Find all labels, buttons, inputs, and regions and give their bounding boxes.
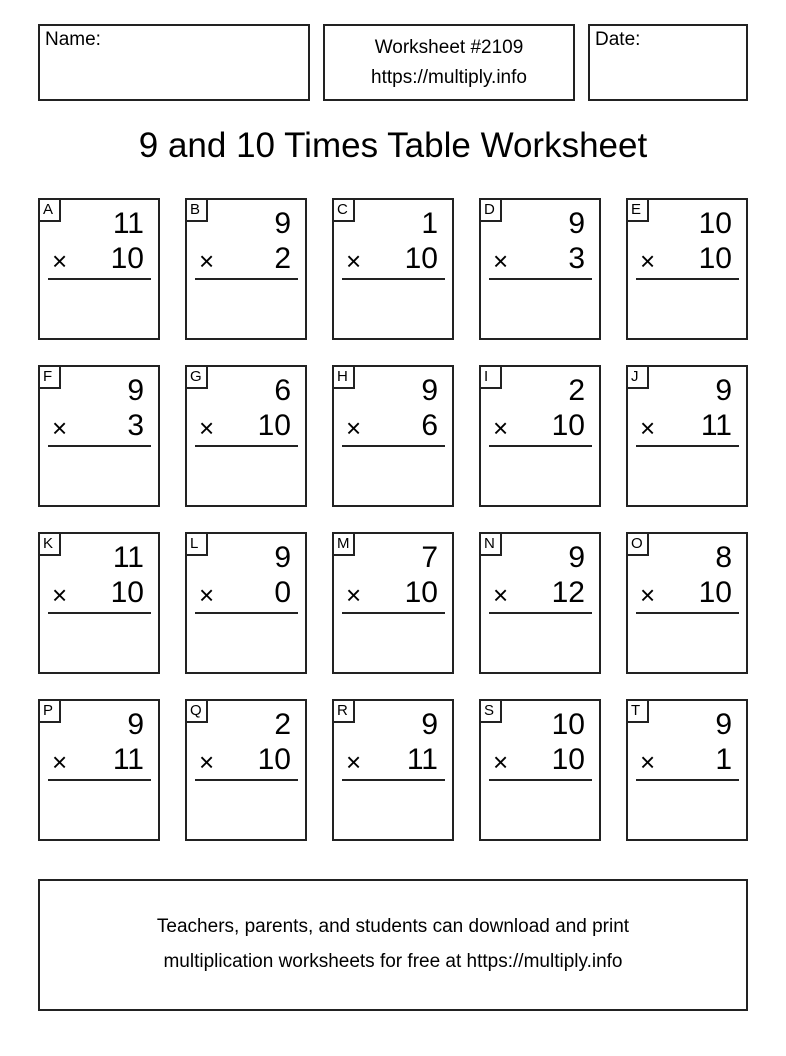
answer-line — [489, 612, 592, 614]
footer-line-1: Teachers, parents, and students can download and print — [156, 916, 630, 937]
times-icon: × — [52, 246, 68, 276]
multiplicand: 11 — [112, 541, 144, 574]
multiplicand: 10 — [698, 207, 732, 240]
problem-letter: S — [479, 699, 502, 723]
multiplier: 11 — [406, 743, 438, 776]
problem-box — [38, 365, 160, 507]
multiplier: 3 — [127, 409, 144, 442]
multiplier: 1 — [715, 743, 732, 776]
multiplicand: 9 — [127, 374, 144, 407]
multiplier: 10 — [404, 242, 438, 275]
problem-letter: T — [626, 699, 649, 723]
answer-line — [489, 445, 592, 447]
date-label: Date: — [595, 29, 641, 50]
problem-box — [332, 365, 454, 507]
problem-box — [332, 699, 454, 841]
problem-letter: G — [185, 365, 208, 389]
answer-line — [342, 278, 445, 280]
page-title: 9 and 10 Times Table Worksheet — [138, 126, 648, 165]
problem-box — [626, 532, 748, 674]
multiplier: 10 — [257, 743, 291, 776]
multiplier: 2 — [274, 242, 291, 275]
multiplier: 10 — [698, 576, 732, 609]
multiplicand: 9 — [127, 708, 144, 741]
problem-letter: M — [332, 532, 355, 556]
answer-line — [342, 779, 445, 781]
worksheet-number: Worksheet #2109 — [374, 37, 524, 58]
times-icon: × — [346, 747, 362, 777]
problem-letter: B — [185, 198, 208, 222]
answer-line — [48, 779, 151, 781]
problem-box — [626, 365, 748, 507]
answer-line — [636, 278, 739, 280]
multiplier: 10 — [404, 576, 438, 609]
problem-box — [38, 532, 160, 674]
answer-line — [342, 612, 445, 614]
multiplicand: 9 — [568, 207, 585, 240]
times-icon: × — [346, 246, 362, 276]
multiplicand: 9 — [568, 541, 585, 574]
answer-line — [48, 445, 151, 447]
answer-line — [636, 779, 739, 781]
multiplicand: 9 — [421, 374, 438, 407]
footer-line-2: multiplication worksheets for free at https://multiply.info — [163, 951, 623, 972]
problem-box — [479, 699, 601, 841]
name-field-box — [38, 24, 310, 101]
multiplicand: 9 — [715, 374, 732, 407]
times-icon: × — [493, 580, 509, 610]
problem-box — [626, 699, 748, 841]
answer-line — [195, 779, 298, 781]
worksheet-info-box — [323, 24, 575, 101]
multiplier: 0 — [274, 576, 291, 609]
problem-box — [185, 365, 307, 507]
problem-letter: P — [38, 699, 61, 723]
multiplier: 12 — [551, 576, 585, 609]
answer-line — [342, 445, 445, 447]
answer-line — [489, 779, 592, 781]
multiplicand: 2 — [274, 708, 291, 741]
multiplier: 10 — [698, 242, 732, 275]
multiplier: 10 — [257, 409, 291, 442]
problem-box — [479, 532, 601, 674]
multiplicand: 8 — [715, 541, 732, 574]
problem-letter: K — [38, 532, 61, 556]
times-icon: × — [640, 580, 656, 610]
problem-letter: E — [626, 198, 649, 222]
answer-line — [195, 612, 298, 614]
multiplicand: 9 — [274, 207, 291, 240]
problem-box — [479, 365, 601, 507]
answer-line — [636, 612, 739, 614]
answer-line — [636, 445, 739, 447]
problem-letter: R — [332, 699, 355, 723]
worksheet-url: https://multiply.info — [371, 67, 527, 88]
times-icon: × — [640, 747, 656, 777]
multiplicand: 2 — [568, 374, 585, 407]
problem-letter: J — [626, 365, 649, 389]
problem-box — [38, 699, 160, 841]
multiplier: 10 — [110, 576, 144, 609]
multiplier: 10 — [110, 242, 144, 275]
times-icon: × — [52, 580, 68, 610]
problem-letter: A — [38, 198, 61, 222]
times-icon: × — [52, 413, 68, 443]
answer-line — [48, 278, 151, 280]
problem-letter: Q — [185, 699, 208, 723]
multiplicand: 7 — [421, 541, 438, 574]
date-field-box — [588, 24, 748, 101]
problem-box — [185, 532, 307, 674]
name-label: Name: — [45, 29, 101, 50]
times-icon: × — [346, 413, 362, 443]
multiplicand: 6 — [274, 374, 291, 407]
multiplicand: 9 — [274, 541, 291, 574]
problem-letter: C — [332, 198, 355, 222]
multiplicand: 1 — [421, 207, 438, 240]
problem-letter: N — [479, 532, 502, 556]
times-icon: × — [493, 747, 509, 777]
problem-box — [332, 198, 454, 340]
multiplicand: 9 — [421, 708, 438, 741]
multiplicand: 10 — [551, 708, 585, 741]
problem-box — [185, 699, 307, 841]
problem-letter: L — [185, 532, 208, 556]
multiplier: 11 — [112, 743, 144, 776]
times-icon: × — [199, 413, 215, 443]
footer-box — [38, 879, 748, 1011]
multiplier: 10 — [551, 409, 585, 442]
multiplier: 6 — [421, 409, 438, 442]
problem-box — [626, 198, 748, 340]
problem-letter: F — [38, 365, 61, 389]
answer-line — [195, 278, 298, 280]
times-icon: × — [346, 580, 362, 610]
times-icon: × — [640, 413, 656, 443]
problem-box — [185, 198, 307, 340]
problem-box — [38, 198, 160, 340]
problem-box — [332, 532, 454, 674]
answer-line — [48, 612, 151, 614]
multiplier: 10 — [551, 743, 585, 776]
problem-letter: I — [479, 365, 502, 389]
problem-box — [479, 198, 601, 340]
times-icon: × — [493, 246, 509, 276]
times-icon: × — [52, 747, 68, 777]
times-icon: × — [199, 747, 215, 777]
problem-letter: H — [332, 365, 355, 389]
times-icon: × — [199, 580, 215, 610]
problem-letter: D — [479, 198, 502, 222]
times-icon: × — [640, 246, 656, 276]
times-icon: × — [199, 246, 215, 276]
multiplier: 3 — [568, 242, 585, 275]
answer-line — [195, 445, 298, 447]
multiplicand: 9 — [715, 708, 732, 741]
multiplicand: 11 — [112, 207, 144, 240]
multiplier: 11 — [700, 409, 732, 442]
answer-line — [489, 278, 592, 280]
times-icon: × — [493, 413, 509, 443]
problem-letter: O — [626, 532, 649, 556]
